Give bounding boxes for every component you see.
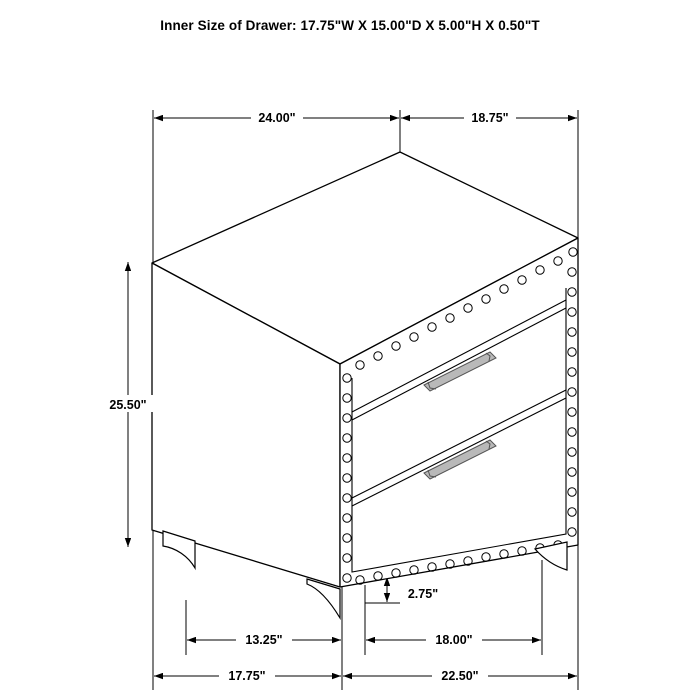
dim-top-right: 18.75" [471,111,509,125]
dim-bottom-inner-right: 18.00" [435,633,473,647]
dim-bottom-inner-left: 13.25" [245,633,283,647]
nightstand-body [152,152,578,587]
page-title: Inner Size of Drawer: 17.75"W X 15.00"D X 5.00"H X 0.50"T [160,18,540,33]
dim-bottom-outer-left: 17.75" [228,669,266,683]
dim-top-left: 24.00" [258,111,296,125]
dim-height-left: 25.50" [109,398,147,412]
dim-leg-height: 2.75" [407,587,439,601]
dim-bottom-outer-right: 22.50" [441,669,479,683]
